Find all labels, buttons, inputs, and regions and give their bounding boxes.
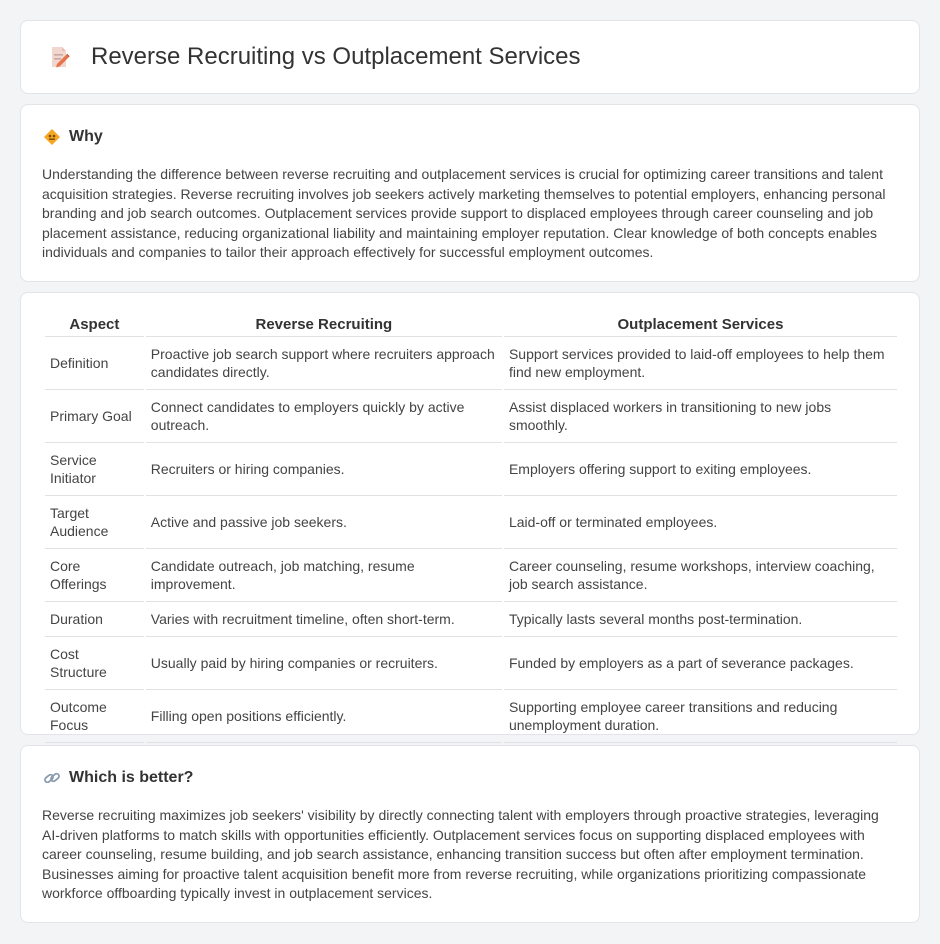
which-is-better-heading: Which is better? — [69, 769, 194, 786]
why-body: Understanding the difference between reverse recruiting and outplacement services is crucial for optimizing career transitions and talent acquisition strategies. Reverse recruiting involves job seekers actively marketing themselves to potential employers, enhancing personal branding and job search outcomes. Outplacement services provide support to displaced employees through career counseling and job placement assistance, reducing organizational liability and maintaining employer reputation. Clear knowledge of both concepts enables individuals and companies to tailor their approach effectively for successful employment outcomes. — [42, 166, 886, 261]
cell-aspect: Primary Goal — [45, 390, 144, 443]
cell-outplacement: Supporting employee career transitions and reducing unemployment duration. — [504, 690, 897, 743]
cell-reverse-recruiting: Recruiters or hiring companies. — [146, 443, 502, 496]
cell-outplacement: Support services provided to laid-off employees to help them find new employment. — [504, 337, 897, 390]
which-is-better-section — [20, 745, 920, 923]
cell-reverse-recruiting: Candidate outreach, job matching, resume improvement. — [146, 549, 502, 602]
comparison-card — [20, 292, 920, 735]
table-header-row — [45, 315, 897, 337]
cell-aspect: Service Initiator — [45, 443, 144, 496]
table-row — [45, 443, 897, 496]
cell-outplacement: Assist displaced workers in transitioning to new jobs smoothly. — [504, 390, 897, 443]
table-row — [45, 602, 897, 637]
cell-aspect: Target Audience — [45, 496, 144, 549]
table-row — [45, 337, 897, 390]
table-row — [45, 637, 897, 690]
cell-aspect: Cost Structure — [45, 637, 144, 690]
cell-reverse-recruiting: Proactive job search support where recruiters approach candidates directly. — [146, 337, 502, 390]
cell-outplacement: Career counseling, resume workshops, interview coaching, job search assistance. — [504, 549, 897, 602]
header-outplacement-services: Outplacement Services — [504, 315, 897, 337]
cell-outplacement: Employers offering support to exiting employees. — [504, 443, 897, 496]
cell-aspect: Duration — [45, 602, 144, 637]
diamond-sign-icon — [43, 128, 61, 146]
cell-outplacement: Laid-off or terminated employees. — [504, 496, 897, 549]
comparison-table — [43, 315, 899, 743]
link-icon — [43, 769, 61, 787]
cell-reverse-recruiting: Varies with recruitment timeline, often short-term. — [146, 602, 502, 637]
page-title: Reverse Recruiting vs Outplacement Services — [91, 43, 581, 70]
cell-reverse-recruiting: Usually paid by hiring companies or recruiters. — [146, 637, 502, 690]
table-row — [45, 496, 897, 549]
why-section — [20, 104, 920, 282]
cell-aspect: Definition — [45, 337, 144, 390]
cell-aspect: Outcome Focus — [45, 690, 144, 743]
cell-aspect: Core Offerings — [45, 549, 144, 602]
cell-outplacement: Typically lasts several months post-termination. — [504, 602, 897, 637]
cell-reverse-recruiting: Connect candidates to employers quickly by active outreach. — [146, 390, 502, 443]
title-card — [20, 20, 920, 94]
cell-reverse-recruiting: Active and passive job seekers. — [146, 496, 502, 549]
header-aspect: Aspect — [45, 315, 144, 337]
cell-reverse-recruiting: Filling open positions efficiently. — [146, 690, 502, 743]
cell-outplacement: Funded by employers as a part of severance packages. — [504, 637, 897, 690]
document-edit-icon — [47, 45, 71, 69]
table-row — [45, 549, 897, 602]
which-is-better-body: Reverse recruiting maximizes job seekers' visibility by directly connecting talent with employers through proactive strategies, leveraging AI-driven platforms to match skills with opportunities efficiently. Outplacement services focus on supporting displaced employees with career counseling, resume building, and job search assistance, enhancing transition success but often after employment termination. Businesses aiming for proactive talent acquisition benefit more from reverse recruiting, while organizations prioritizing compassionate workforce offboarding typically invest in outplacement services. — [42, 807, 879, 902]
header-reverse-recruiting: Reverse Recruiting — [146, 315, 502, 337]
table-row — [45, 690, 897, 743]
why-heading: Why — [69, 128, 103, 145]
table-row — [45, 390, 897, 443]
